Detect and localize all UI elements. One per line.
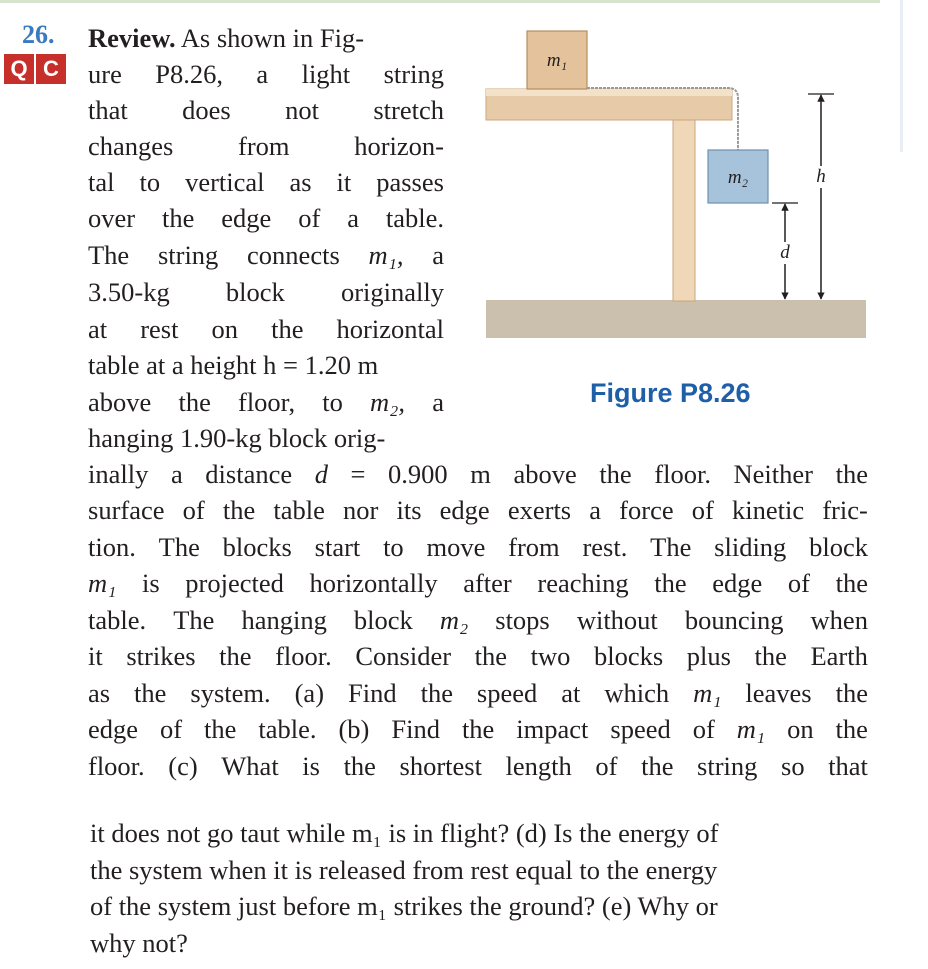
word: at	[88, 314, 108, 344]
word: hanging	[241, 605, 327, 635]
word: block	[809, 532, 868, 562]
word: after	[463, 568, 512, 598]
floor	[486, 300, 866, 338]
word: The	[158, 532, 200, 562]
word: the	[461, 714, 495, 744]
word: =	[350, 459, 366, 489]
word: tal	[88, 167, 115, 197]
word: the	[835, 568, 868, 598]
word: m₁	[736, 714, 766, 744]
word: table at a height h = 1.20 m	[88, 350, 379, 380]
word: the	[204, 714, 237, 744]
word: bouncing	[684, 605, 784, 635]
word: stops	[495, 605, 550, 635]
word: floor.	[88, 751, 145, 781]
word: on	[787, 714, 814, 744]
table-top-highlight	[486, 89, 732, 96]
word: the	[599, 459, 632, 489]
word: that	[828, 751, 868, 781]
word: the system when it is released from rest equal to the energy	[90, 855, 718, 885]
word: it	[88, 641, 103, 671]
word: strikes	[126, 641, 196, 671]
word: edge	[712, 568, 763, 598]
word: inally	[88, 459, 149, 489]
figure-caption: Figure P8.26	[590, 378, 751, 408]
word: the	[219, 641, 252, 671]
word: table.	[385, 203, 444, 233]
word: string	[157, 240, 219, 270]
word: the	[222, 495, 256, 525]
word: the	[641, 751, 674, 781]
word: block	[225, 277, 285, 307]
word: to	[322, 387, 343, 417]
word: passes	[376, 167, 444, 197]
word: as	[289, 167, 312, 197]
lead-word: Review.	[88, 23, 176, 53]
word: the	[343, 751, 376, 781]
word: leaves	[745, 678, 812, 708]
word: of	[692, 714, 715, 744]
word: 3.50-kg	[88, 277, 170, 307]
word: of	[787, 568, 810, 598]
word: surface	[88, 495, 165, 525]
word: a	[256, 59, 269, 89]
word: a	[589, 495, 602, 525]
word: rest	[140, 314, 179, 344]
word: originally	[340, 277, 444, 307]
word: ure	[88, 59, 122, 89]
word: distance	[205, 459, 293, 489]
word: it does not go taut while m₁ is in flight? (d) Is the energy of	[90, 818, 719, 848]
word: d	[314, 459, 328, 489]
word: kinetic	[731, 495, 805, 525]
word: a	[170, 459, 183, 489]
word: at	[561, 678, 581, 708]
word: Consider	[355, 641, 452, 671]
word: from	[508, 532, 560, 562]
word: blocks	[222, 532, 292, 562]
word: block	[353, 605, 413, 635]
word: move	[426, 532, 486, 562]
line-text: As shown in Fig-	[180, 23, 365, 53]
word: the	[178, 387, 211, 417]
word: system.	[190, 678, 271, 708]
word: to	[383, 532, 404, 562]
label-m1: m₁	[546, 50, 568, 71]
word: which	[604, 678, 670, 708]
word: of	[595, 751, 618, 781]
qc-badge-q: Q	[4, 54, 34, 84]
word: nor	[343, 495, 379, 525]
word: of	[160, 714, 183, 744]
word: connects	[247, 240, 340, 270]
word: a	[432, 240, 444, 270]
word: light	[301, 59, 351, 89]
word: floor.	[275, 641, 332, 671]
table-leg	[673, 120, 695, 301]
word: a	[347, 203, 359, 233]
word: the	[654, 568, 687, 598]
word: of the system just before m₁ strikes the ground? (e) Why or	[90, 891, 718, 921]
word: a	[432, 387, 444, 417]
word: to	[139, 167, 161, 197]
word: fric-	[822, 495, 868, 525]
word: of	[182, 495, 205, 525]
word: The	[88, 240, 130, 270]
word: it	[336, 167, 352, 197]
word: on	[211, 314, 239, 344]
word: the	[162, 203, 195, 233]
word: exerts	[507, 495, 572, 525]
word: tion.	[88, 532, 136, 562]
word: over	[88, 203, 136, 233]
word: the	[835, 459, 868, 489]
word: force	[619, 495, 674, 525]
word: m₁,	[368, 240, 404, 270]
word: speed	[610, 714, 671, 744]
word: plus	[686, 641, 731, 671]
word: edge	[221, 203, 272, 233]
word: from	[238, 131, 290, 161]
word: of	[691, 495, 714, 525]
word: without	[576, 605, 658, 635]
word: The	[650, 532, 692, 562]
word: The	[173, 605, 215, 635]
word: when	[810, 605, 868, 635]
word: horizontally	[309, 568, 438, 598]
word: its	[396, 495, 422, 525]
word: the	[835, 678, 868, 708]
word: 0.900	[388, 459, 448, 489]
word: speed	[476, 678, 538, 708]
word: blocks	[593, 641, 664, 671]
word: changes	[88, 131, 174, 161]
word: floor.	[654, 459, 711, 489]
word: length	[505, 751, 572, 781]
word: m	[470, 459, 491, 489]
word: sliding	[714, 532, 787, 562]
label-h: h	[816, 166, 826, 187]
word: is	[141, 568, 160, 598]
word: start	[314, 532, 361, 562]
word: so	[781, 751, 805, 781]
word: table.	[258, 714, 317, 744]
word: m₂,	[370, 387, 406, 417]
word: m₂	[439, 605, 469, 635]
word: vertical	[185, 167, 265, 197]
word: the	[420, 678, 453, 708]
word: P8.26,	[155, 59, 223, 89]
word: why not?	[90, 928, 188, 958]
word: the	[474, 641, 508, 671]
word: impact	[516, 714, 589, 744]
word: edge	[88, 714, 139, 744]
word: above	[88, 387, 152, 417]
word: stretch	[373, 95, 444, 125]
word: Find	[391, 714, 440, 744]
word: Earth	[810, 641, 868, 671]
word: horizontal	[336, 314, 444, 344]
word: not	[285, 95, 319, 125]
word: table	[273, 495, 325, 525]
word: does	[182, 95, 231, 125]
word: is	[302, 751, 320, 781]
word: floor,	[238, 387, 296, 417]
word: m₁	[88, 568, 117, 598]
label-m2: m₂	[727, 167, 749, 188]
word: of	[298, 203, 321, 233]
word: that	[88, 95, 128, 125]
word: the	[134, 678, 167, 708]
word: reaching	[537, 568, 629, 598]
word: rest.	[582, 532, 628, 562]
word: above	[513, 459, 577, 489]
word: as	[88, 678, 111, 708]
problem-number: 26.	[22, 20, 55, 49]
word: the	[835, 714, 868, 744]
word: (c)	[168, 751, 198, 781]
word: the	[271, 314, 304, 344]
word: hanging 1.90-kg block orig-	[88, 423, 386, 453]
word: projected	[185, 568, 284, 598]
word: string	[383, 59, 444, 89]
word: horizon-	[354, 131, 444, 161]
word: two	[530, 641, 571, 671]
qc-badge-c: C	[36, 54, 66, 84]
word: (b)	[338, 714, 370, 744]
word: table.	[88, 605, 147, 635]
word: shortest	[399, 751, 482, 781]
label-d: d	[780, 242, 790, 263]
word: string	[697, 751, 758, 781]
word: the	[754, 641, 787, 671]
word: edge	[439, 495, 490, 525]
word: What	[221, 751, 279, 781]
word: Find	[348, 678, 397, 708]
word: (a)	[294, 678, 325, 708]
word: m₁	[693, 678, 722, 708]
word: Neither	[733, 459, 813, 489]
